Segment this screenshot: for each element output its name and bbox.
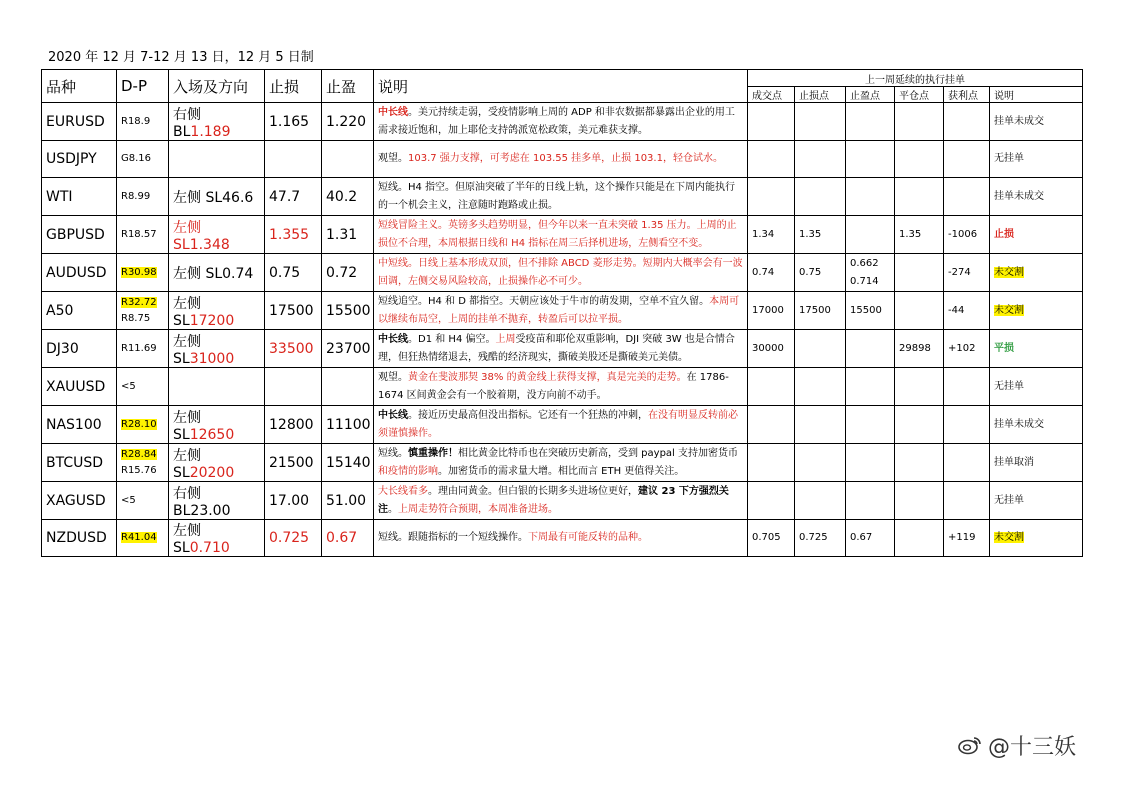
watermark-text: @十三妖 <box>988 735 1077 760</box>
dp-value-text: R18.9 <box>121 115 151 127</box>
dp-cell <box>117 292 169 330</box>
trading-plan-table <box>41 69 1083 557</box>
pnl-points <box>944 103 990 141</box>
header-profit: 止盈 <box>322 70 374 103</box>
dp-value <box>121 265 164 281</box>
stop-loss: 33500 <box>265 330 322 368</box>
entry-price: 1.189 <box>190 123 231 140</box>
stop-loss: 17500 <box>265 292 322 330</box>
dp-cell <box>117 520 169 557</box>
stop-loss: 21500 <box>265 444 322 482</box>
note-cell <box>374 406 748 444</box>
stop-price <box>795 330 846 368</box>
stop-loss: 1.355 <box>265 216 322 254</box>
instrument-name: NAS100 <box>42 406 117 444</box>
close-price <box>895 368 944 406</box>
table-row <box>42 520 1083 557</box>
entry-direction: 右侧 BL <box>173 485 201 519</box>
dp-value <box>121 151 164 167</box>
dp-cell <box>117 178 169 216</box>
pnl-points: -274 <box>944 254 990 292</box>
entry-direction: 左侧 SL <box>173 447 201 481</box>
dp-cell <box>117 141 169 178</box>
dp-value-text: R28.10 <box>121 418 157 430</box>
pnl-points <box>944 368 990 406</box>
remark-text: 未交割 <box>994 304 1024 316</box>
note-text: 短线冒险主义。英镑多头趋势明显，但今年以来一直未突破 1.35 压力。上周的止损位不合理，本周根据日线和 H4 指标在周三后择机进场，左侧看空不变。 <box>378 219 737 249</box>
stop-price <box>795 406 846 444</box>
dp-cell <box>117 368 169 406</box>
dp-value-text: R28.84 <box>121 448 157 460</box>
note-text: 。接近历史最高但没出指标。它还有一个狂热的冲刺， <box>408 409 648 421</box>
dp-value <box>121 311 164 327</box>
dp-value-text: R8.99 <box>121 190 151 202</box>
entry-direction: 左侧 SL <box>173 189 223 206</box>
take-profit: 0.67 <box>322 520 374 557</box>
note-text: 和疫情的影响 <box>378 465 438 477</box>
note-text: 中长线 <box>378 333 408 345</box>
dp-value <box>121 341 164 357</box>
stop-price: 0.725 <box>795 520 846 557</box>
remark-text: 无挂单 <box>994 153 1024 164</box>
note-text: 在 1786-1674 区间黄金会有一个胶着期，没方向前不动手。 <box>378 371 729 401</box>
tp-price <box>846 444 895 482</box>
note-text: 短线追空。H4 和 D 都指空。天朝应该处于牛市的萌发期，空单不宜久留。 <box>378 295 710 307</box>
dp-value <box>121 447 164 463</box>
tp-price <box>846 330 895 368</box>
remark-cell <box>990 216 1083 254</box>
entry-price: 23.00 <box>190 502 231 519</box>
fill-price: 30000 <box>748 330 795 368</box>
pnl-points <box>944 406 990 444</box>
dp-value <box>121 114 164 130</box>
tp-price <box>846 216 895 254</box>
pnl-points <box>944 482 990 520</box>
dp-cell <box>117 216 169 254</box>
note-text: 受疫苗和耶伦双重影响，DJI 突破 3W 也是合情合理，但狂热情绪退去，残酷的经济现实，撕破美股还是撕破美元美债。 <box>378 333 735 363</box>
stop-price <box>795 368 846 406</box>
instrument-name: WTI <box>42 178 117 216</box>
dp-value-text: R41.04 <box>121 532 157 543</box>
remark-text: 止损 <box>994 228 1014 240</box>
remark-text: 挂单未成交 <box>994 115 1044 127</box>
document-title: 2020 年 12 月 7-12 月 13 日，12 月 5 日制 <box>48 50 314 65</box>
entry-price: 20200 <box>189 464 235 481</box>
stop-price: 0.75 <box>795 254 846 292</box>
note-text: 在没有明显反转前必须谨慎操作。 <box>378 409 738 439</box>
tp-value: 0.662 <box>850 257 879 269</box>
stop-loss: 12800 <box>265 406 322 444</box>
instrument-name: USDJPY <box>42 141 117 178</box>
dp-value <box>121 463 164 479</box>
tp-price <box>846 520 895 557</box>
close-price <box>895 178 944 216</box>
take-profit <box>322 141 374 178</box>
remark-text: 挂单未成交 <box>994 190 1044 202</box>
dp-cell <box>117 482 169 520</box>
close-price <box>895 406 944 444</box>
fill-price <box>748 482 795 520</box>
remark-cell <box>990 141 1083 178</box>
tp-price <box>846 292 895 330</box>
entry-cell <box>169 141 265 178</box>
note-cell <box>374 292 748 330</box>
remark-cell <box>990 406 1083 444</box>
note-text: 黄金在斐波那契 38% 的黄金线上获得支撑，真是完美的走势。 <box>408 371 687 383</box>
table-row <box>42 216 1083 254</box>
take-profit: 11100 <box>322 406 374 444</box>
note-text: 。理由同黄金。但白银的长期多头进场位更好， <box>428 485 638 497</box>
stop-price <box>795 178 846 216</box>
entry-direction: 左侧 SL <box>173 219 201 253</box>
pnl-points: -1006 <box>944 216 990 254</box>
pnl-points: -44 <box>944 292 990 330</box>
note-cell <box>374 482 748 520</box>
header-close: 平仓点 <box>895 87 944 103</box>
fill-price <box>748 368 795 406</box>
remark-cell <box>990 444 1083 482</box>
note-text: 观望。 <box>378 371 408 383</box>
note-text: 大长线看多 <box>378 485 428 497</box>
remark-cell <box>990 178 1083 216</box>
entry-price: 12650 <box>189 426 235 443</box>
stop-loss <box>265 368 322 406</box>
entry-cell <box>169 406 265 444</box>
note-text: 建议 23 下方强烈关注 <box>378 485 729 515</box>
fill-price: 0.705 <box>748 520 795 557</box>
fill-price <box>748 141 795 178</box>
dp-cell <box>117 254 169 292</box>
entry-cell <box>169 482 265 520</box>
remark-cell <box>990 292 1083 330</box>
remark-text: 挂单未成交 <box>994 418 1044 430</box>
pnl-points: +102 <box>944 330 990 368</box>
dp-value <box>121 227 164 243</box>
take-profit: 23700 <box>322 330 374 368</box>
instrument-name: XAGUSD <box>42 482 117 520</box>
entry-cell <box>169 368 265 406</box>
fill-price: 17000 <box>748 292 795 330</box>
table-row <box>42 406 1083 444</box>
remark-text: 未交割 <box>994 266 1024 278</box>
tp-price <box>846 368 895 406</box>
entry-price: 0.710 <box>189 540 230 556</box>
note-cell <box>374 141 748 178</box>
stop-loss: 0.725 <box>265 520 322 557</box>
header-name: 品种 <box>42 70 117 103</box>
take-profit: 40.2 <box>322 178 374 216</box>
entry-price: 0.74 <box>222 265 254 282</box>
note-text: 中短线。日线上基本形成双顶，但不排除 ABCD 菱形走势。短期内大概率会有一波回调，左侧交易风险较高，止损操作必不可少。 <box>378 257 743 287</box>
close-price <box>895 444 944 482</box>
remark-cell <box>990 330 1083 368</box>
dp-cell <box>117 103 169 141</box>
dp-value-text: R11.69 <box>121 342 157 354</box>
note-cell <box>374 216 748 254</box>
remark-text: 平损 <box>994 342 1014 354</box>
dp-value <box>121 417 164 433</box>
table-row <box>42 254 1083 292</box>
note-text: 。D1 和 H4 偏空。 <box>408 333 496 345</box>
take-profit: 15140 <box>322 444 374 482</box>
note-text: 观望。 <box>378 153 408 164</box>
header-note: 说明 <box>374 70 748 103</box>
instrument-name: DJ30 <box>42 330 117 368</box>
take-profit <box>322 368 374 406</box>
entry-cell <box>169 178 265 216</box>
dp-cell <box>117 444 169 482</box>
note-cell <box>374 520 748 557</box>
fill-price <box>748 178 795 216</box>
note-text: 。 <box>388 503 398 515</box>
take-profit: 0.72 <box>322 254 374 292</box>
table-body <box>42 103 1083 557</box>
remark-text: 挂单取消 <box>994 456 1034 468</box>
note-text: 本周可以继续布局空，上周的挂单不抛弃，转盈后可以拉平损。 <box>378 295 740 325</box>
header-pnl: 获利点 <box>944 87 990 103</box>
note-text: 中长线 <box>378 106 408 118</box>
close-price: 29898 <box>895 330 944 368</box>
remark-cell <box>990 520 1083 557</box>
table-row <box>42 444 1083 482</box>
note-text: 短线。H4 指空。但原油突破了半年的日线上轨，这个操作只能是在下周内能执行的一个机会主义，注意随时跑路或止损。 <box>378 181 736 211</box>
fill-price: 0.74 <box>748 254 795 292</box>
entry-price: 31000 <box>189 350 235 367</box>
note-cell <box>374 103 748 141</box>
weibo-icon <box>958 735 982 761</box>
tp-price <box>846 178 895 216</box>
entry-direction: 左侧 SL <box>173 295 201 329</box>
close-price <box>895 254 944 292</box>
note-cell <box>374 178 748 216</box>
entry-price: 17200 <box>189 312 235 329</box>
take-profit: 1.220 <box>322 103 374 141</box>
dp-value-text: <5 <box>121 494 136 506</box>
stop-loss <box>265 141 322 178</box>
note-text: 上周走势符合预期，本周准备进场。 <box>398 503 558 515</box>
instrument-name: GBPUSD <box>42 216 117 254</box>
dp-value <box>121 379 164 395</box>
pnl-points <box>944 178 990 216</box>
close-price <box>895 520 944 557</box>
table-row <box>42 292 1083 330</box>
take-profit: 15500 <box>322 292 374 330</box>
entry-cell <box>169 216 265 254</box>
remark-text: 无挂单 <box>994 494 1024 506</box>
stop-loss: 17.00 <box>265 482 322 520</box>
note-text: 相比黄金比特币也在突破历史新高，受到 paypal 支持加密货币 <box>458 447 739 459</box>
note-text: 上周 <box>495 333 516 345</box>
dp-value-text: R15.76 <box>121 464 157 476</box>
note-cell <box>374 444 748 482</box>
instrument-name: BTCUSD <box>42 444 117 482</box>
note-cell <box>374 330 748 368</box>
remark-cell <box>990 482 1083 520</box>
entry-price: 46.6 <box>222 189 254 206</box>
note-text: 下周最有可能反转的品种。 <box>528 532 648 543</box>
stop-price <box>795 141 846 178</box>
dp-value-text: R32.72 <box>121 296 157 308</box>
instrument-name: A50 <box>42 292 117 330</box>
note-cell <box>374 254 748 292</box>
note-cell <box>374 368 748 406</box>
tp-value: 0.67 <box>850 532 873 543</box>
table-row <box>42 103 1083 141</box>
tp-price <box>846 482 895 520</box>
stop-price: 17500 <box>795 292 846 330</box>
dp-value-text: G8.16 <box>121 153 152 164</box>
entry-direction: 左侧 SL <box>173 265 223 282</box>
stop-loss: 1.165 <box>265 103 322 141</box>
table-row <box>42 368 1083 406</box>
table-row <box>42 482 1083 520</box>
tp-price <box>846 103 895 141</box>
tp-price <box>846 141 895 178</box>
header-dp: D-P <box>117 70 169 103</box>
entry-direction: 左侧 SL <box>173 409 201 443</box>
note-text: 短线。 <box>378 447 408 459</box>
fill-price <box>748 406 795 444</box>
header-entry: 入场及方向 <box>169 70 265 103</box>
dp-cell <box>117 330 169 368</box>
note-text: 103.7 强力支撑，可考虑在 103.55 挂多单，止损 103.1，轻仓试水。 <box>408 153 723 164</box>
dp-value <box>121 189 164 205</box>
entry-cell <box>169 103 265 141</box>
remark-text: 无挂单 <box>994 380 1024 392</box>
table-row <box>42 178 1083 216</box>
fill-price <box>748 444 795 482</box>
note-text: 慎重操作！ <box>408 447 458 459</box>
dp-value-text: <5 <box>121 380 136 392</box>
header-row-top <box>42 70 1083 87</box>
instrument-name: EURUSD <box>42 103 117 141</box>
tp-value: 15500 <box>850 304 882 316</box>
tp-value: 0.714 <box>850 275 879 287</box>
stop-price <box>795 444 846 482</box>
header-fill: 成交点 <box>748 87 795 103</box>
entry-cell <box>169 292 265 330</box>
close-price <box>895 103 944 141</box>
dp-value-text: R18.57 <box>121 228 157 240</box>
header-remark: 说明 <box>990 87 1083 103</box>
pnl-points: +119 <box>944 520 990 557</box>
remark-cell <box>990 103 1083 141</box>
pnl-points <box>944 141 990 178</box>
entry-cell <box>169 444 265 482</box>
header-sl: 止损点 <box>795 87 846 103</box>
dp-value <box>121 295 164 311</box>
fill-price: 1.34 <box>748 216 795 254</box>
close-price: 1.35 <box>895 216 944 254</box>
dp-value <box>121 493 164 509</box>
entry-cell <box>169 254 265 292</box>
entry-price: 1.348 <box>189 236 230 253</box>
entry-cell <box>169 520 265 557</box>
note-text: 短线。跟随指标的一个短线操作。 <box>378 532 528 543</box>
header-group: 上一周延续的执行挂单 <box>748 70 1083 87</box>
note-text: 中长线 <box>378 409 408 421</box>
tp-price <box>846 254 895 292</box>
remark-text: 未交割 <box>994 532 1024 543</box>
entry-cell <box>169 330 265 368</box>
stop-loss: 47.7 <box>265 178 322 216</box>
header-tp: 止盈点 <box>846 87 895 103</box>
watermark <box>958 730 1076 761</box>
tp-price <box>846 406 895 444</box>
close-price <box>895 141 944 178</box>
take-profit: 51.00 <box>322 482 374 520</box>
fill-price <box>748 103 795 141</box>
stop-price <box>795 482 846 520</box>
note-text: 。美元持续走弱，受疫情影响上周的 ADP 和非农数据都暴露出企业的用工需求接近饱和，加上耶伦支持鸽派宽松政策，美元难获支撑。 <box>378 106 735 136</box>
instrument-name: AUDUSD <box>42 254 117 292</box>
remark-cell <box>990 254 1083 292</box>
entry-direction: 右侧 BL <box>173 106 201 140</box>
entry-direction: 左侧 SL <box>173 523 201 556</box>
stop-price: 1.35 <box>795 216 846 254</box>
instrument-name: XAUUSD <box>42 368 117 406</box>
table-row <box>42 330 1083 368</box>
take-profit: 1.31 <box>322 216 374 254</box>
header-stop: 止损 <box>265 70 322 103</box>
dp-value <box>121 530 164 546</box>
note-text: 。加密货币的需求量大增。相比而言 ETH 更值得关注。 <box>438 465 685 477</box>
instrument-name: NZDUSD <box>42 520 117 557</box>
dp-cell <box>117 406 169 444</box>
dp-value-text: R8.75 <box>121 312 151 324</box>
entry-direction: 左侧 SL <box>173 333 201 367</box>
stop-loss: 0.75 <box>265 254 322 292</box>
close-price <box>895 292 944 330</box>
table-row <box>42 141 1083 178</box>
pnl-points <box>944 444 990 482</box>
remark-cell <box>990 368 1083 406</box>
dp-value-text: R30.98 <box>121 266 157 278</box>
stop-price <box>795 103 846 141</box>
close-price <box>895 482 944 520</box>
